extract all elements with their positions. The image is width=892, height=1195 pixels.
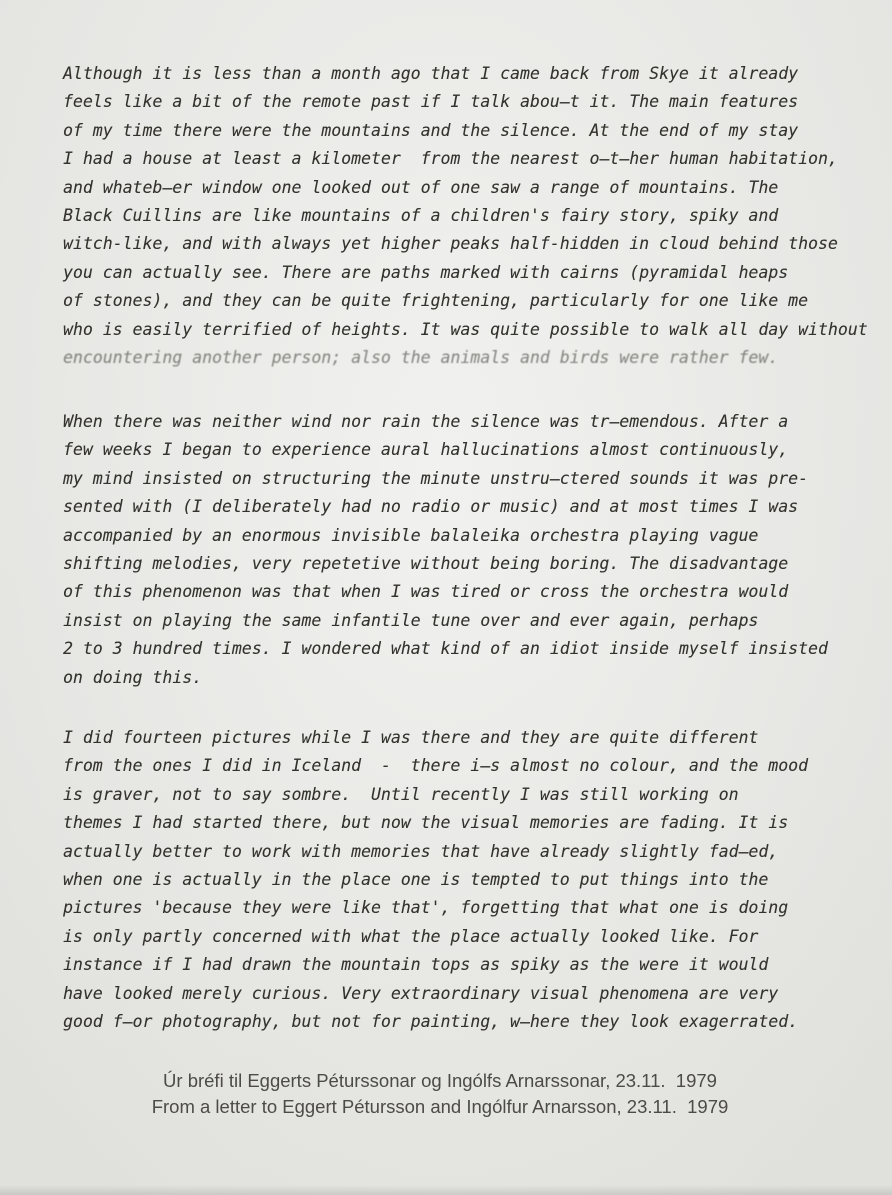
letter-line: of this phenomenon was that when I was tired or cross the orchestra would xyxy=(63,582,789,602)
letter-line: few weeks I began to experience aural hallucinations almost continuously, xyxy=(63,440,789,460)
letter-line: when one is actually in the place one is tempted to put things into the xyxy=(63,870,769,890)
letter-line: is only partly concerned with what the place actually looked like. For xyxy=(63,926,759,946)
letter-line: instance if I had drawn the mountain tops as spiky as the were it would xyxy=(63,955,769,975)
letter-paragraph-3 xyxy=(63,724,882,1036)
letter-line: actually better to work with memories that have already slightly fad̶ed, xyxy=(63,841,779,861)
letter-line: accompanied by an enormous invisible balaleika orchestra playing vague xyxy=(63,525,759,545)
letter-line: from the ones I did in Iceland - there i̶s almost no colour, and the mood xyxy=(63,756,809,776)
letter-paragraph-1 xyxy=(63,60,882,372)
letter-line: feels like a bit of the remote past if I talk abou̶t it. The main features xyxy=(63,92,799,112)
letter-line: themes I had started there, but now the visual memories are fading. It is xyxy=(63,813,789,833)
letter-line: Black Cuillins are like mountains of a children's fairy story, spiky and xyxy=(63,206,779,226)
letter-line: When there was neither wind nor rain the silence was tr̶emendous. After a xyxy=(63,412,789,431)
caption-english: From a letter to Eggert Pétursson and Ingólfur Arnarsson, 23.11. 1979 xyxy=(151,1096,729,1117)
letter-line: you can actually see. There are paths marked with cairns (pyramidal heaps xyxy=(63,262,789,282)
letter-line: insist on playing the same infantile tune over and ever again, perhaps xyxy=(63,610,759,630)
caption xyxy=(0,1068,886,1120)
letter-line: shifting melodies, very repetetive without being boring. The disadvantage xyxy=(63,554,789,574)
letter-line: of stones), and they can be quite frightening, particularly for one like me xyxy=(63,291,809,311)
letter-line: on doing this. xyxy=(63,667,203,687)
letter-line: witch-like, and with always yet higher peaks half-hidden in cloud behind those xyxy=(63,234,838,254)
letter-line: pictures 'because they were like that', forgetting that what one is doing xyxy=(63,898,789,918)
letter-line: have looked merely curious. Very extraordinary visual phenomena are very xyxy=(63,983,779,1003)
letter-line: my mind insisted on structuring the minute unstru̶ctered sounds it was pre- xyxy=(63,468,809,488)
letter-line: I had a house at least a kilometer from the nearest o̶t̶her human habitation, xyxy=(63,149,838,169)
letter-line: encountering another person; also the animals and birds were rather few. xyxy=(63,348,779,368)
letter-line: sented with (I deliberately had no radio or music) and at most times I was xyxy=(63,497,799,517)
letter-line: of my time there were the mountains and the silence. At the end of my stay xyxy=(63,120,799,140)
scan-bottom-edge xyxy=(0,1185,892,1195)
caption-icelandic: Úr bréfi til Eggerts Péturssonar og Ingólfs Arnarssonar, 23.11. 1979 xyxy=(163,1070,717,1091)
letter-line: and whateb̶er window one looked out of one saw a range of mountains. The xyxy=(63,177,779,197)
letter-line: good f̶or photography, but not for painting, w̶here they look exagerrated. xyxy=(63,1012,799,1032)
letter-line: who is easily terrified of heights. It was quite possible to walk all day without xyxy=(63,319,868,339)
letter-line: Although it is less than a month ago that I came back from Skye it already xyxy=(63,64,799,83)
letter-line: 2 to 3 hundred times. I wondered what kind of an idiot inside myself insisted xyxy=(63,639,828,659)
letter-paragraph-2 xyxy=(63,408,882,692)
letter-line: I did fourteen pictures while I was there and they are quite different xyxy=(63,728,759,747)
letter-line: is graver, not to say sombre. Until recently I was still working on xyxy=(63,784,739,804)
